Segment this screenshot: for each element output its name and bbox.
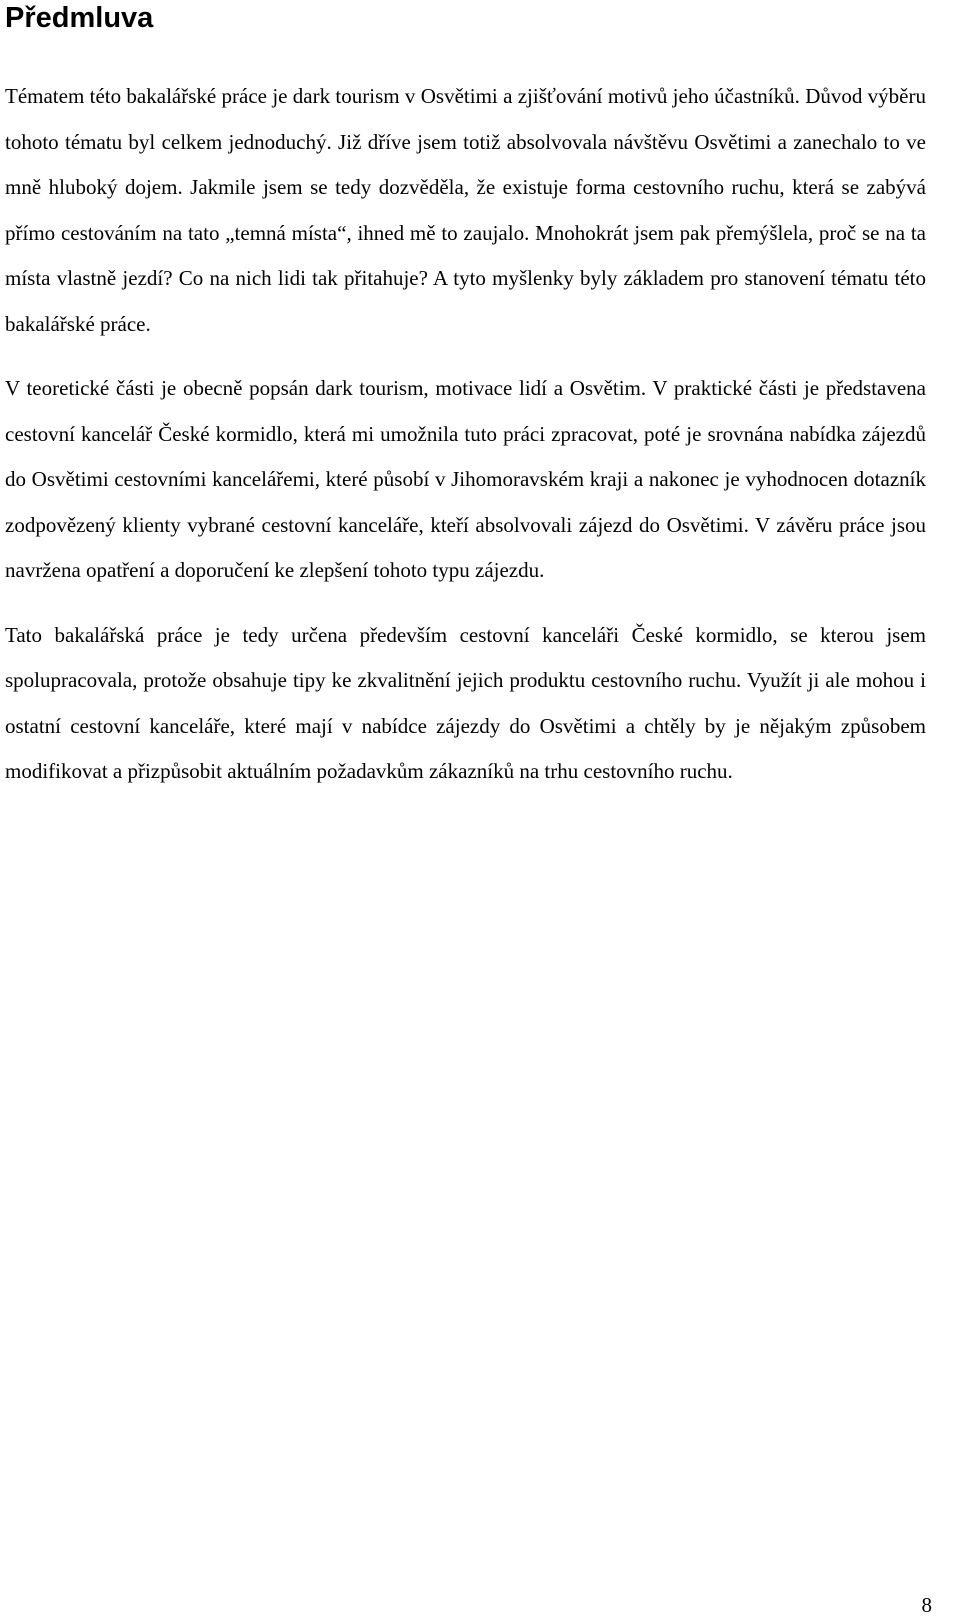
page-number: 8 (921, 1593, 932, 1617)
page-title: Předmluva (5, 2, 154, 34)
document-page (5, 0, 926, 795)
document-body (5, 74, 926, 795)
paragraph-intro: Tématem této bakalářské práce je dark tourism v Osvětimi a zjišťování motivů jeho účastníků. Důvod výběru tohoto tématu byl celkem jednoduchý. Již dříve jsem totiž absolvovala návštěvu Osvětimi a zanechalo to ve mně hluboký dojem. Jakmile jsem se tedy dozvěděla, že existuje forma cestovního ruchu, která se zabývá přímo cestováním na tato „temná místa“, ihned mě to zaujalo. Mnohokrát jsem pak přemýšlela, proč se na ta místa vlastně jezdí? Co na nich lidi tak přitahuje? A tyto myšlenky byly základem pro stanovení tématu této bakalářské práce. (5, 84, 926, 336)
paragraph-structure: V teoretické části je obecně popsán dark tourism, motivace lidí a Osvětim. V praktické části je představena cestovní kancelář České kormidlo, která mi umožnila tuto práci zpracovat, poté je srovnána nabídka zájezdů do Osvětimi cestovními kancelářemi, které působí v Jihomoravském kraji a nakonec je vyhodnocen dotazník zodpovězený klienty vybrané cestovní kanceláře, kteří absolvovali zájezd do Osvětimi. V závěru práce jsou navržena opatření a doporučení ke zlepšení tohoto typu zájezdu. (5, 376, 926, 582)
paragraph-purpose: Tato bakalářská práce je tedy určena především cestovní kanceláři České kormidlo, se kterou jsem spolupracovala, protože obsahuje tipy ke zkvalitnění jejich produktu cestovního ruchu. Využít ji ale mohou i ostatní cestovní kanceláře, které mají v nabídce zájezdy do Osvětimi a chtěly by je nějakým způsobem modifikovat a přizpůsobit aktuálním požadavkům zákazníků na trhu cestovního ruchu. (5, 622, 926, 783)
